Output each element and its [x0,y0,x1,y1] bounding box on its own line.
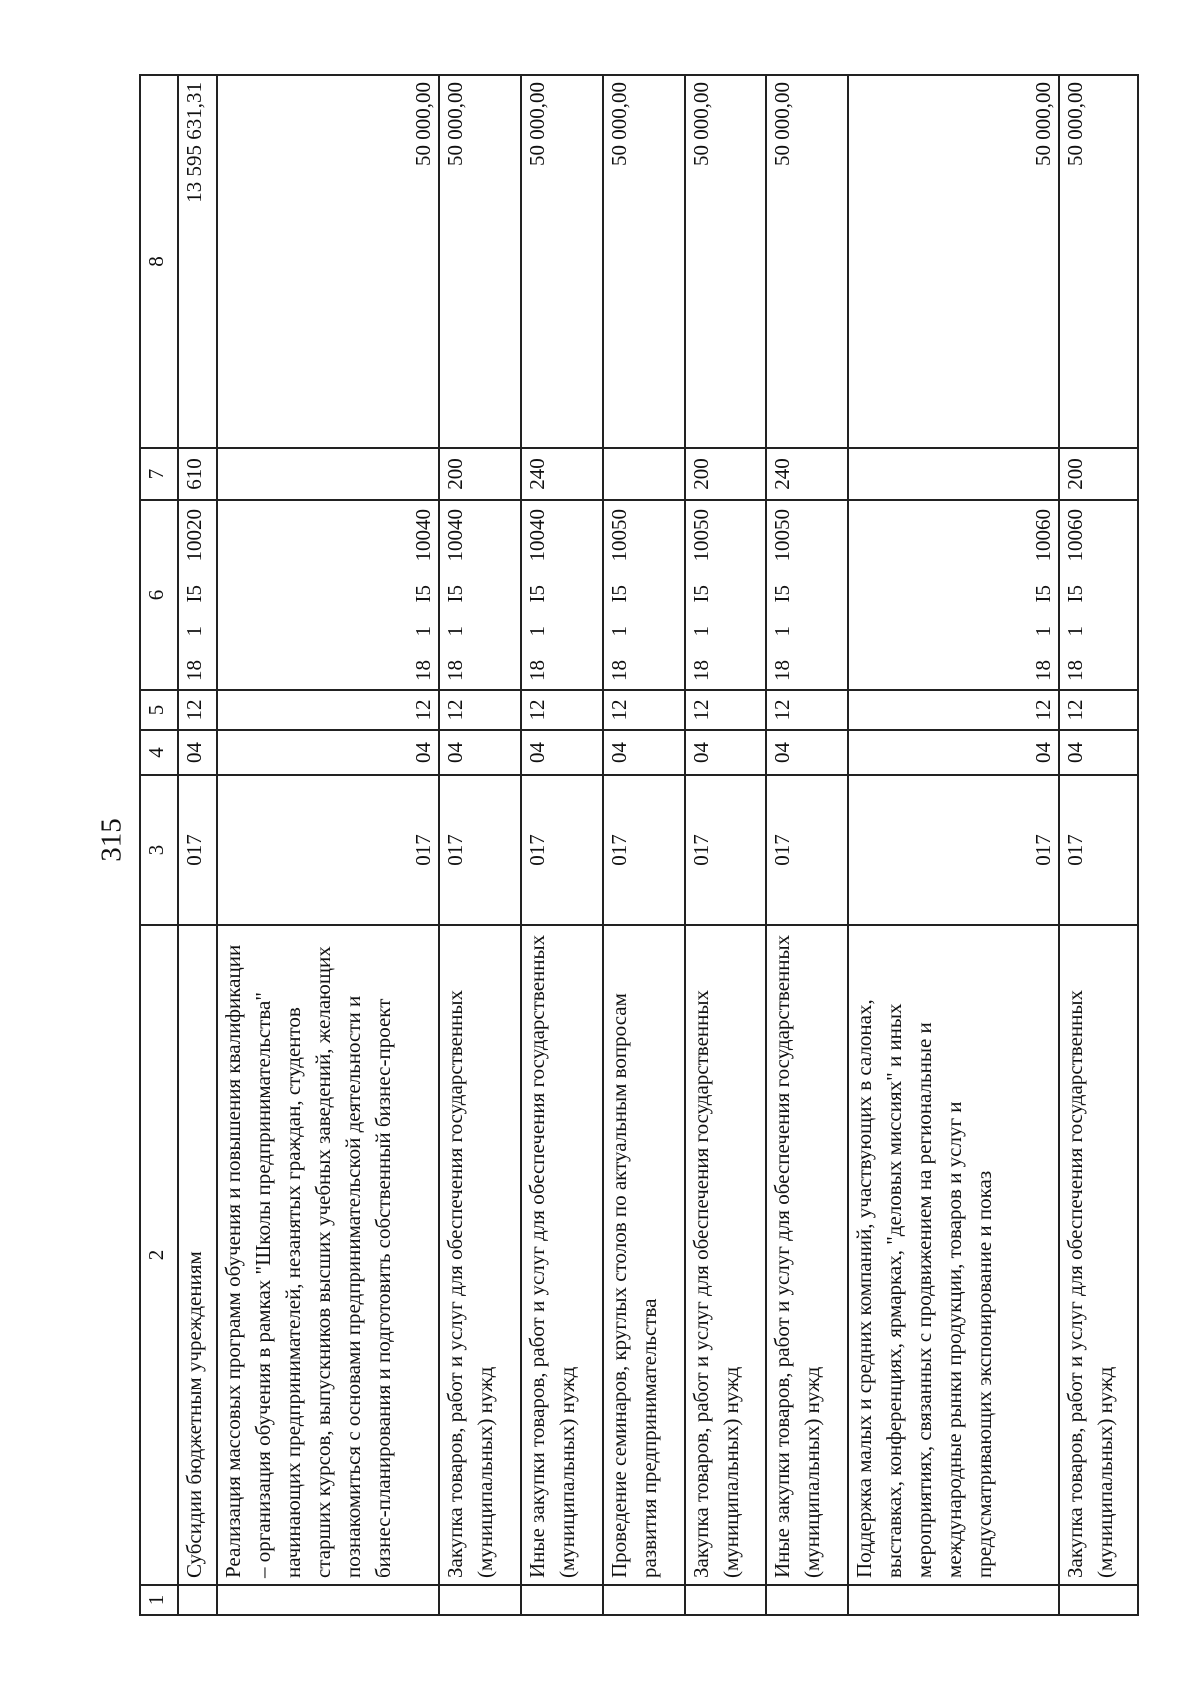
budget-table-rotated [139,76,1139,1616]
header-cell: 5 [140,690,178,730]
target-code-part: I5 [525,585,550,603]
code-cell-3: 017 [766,775,848,925]
code-cell-5: 12 [1059,690,1138,730]
target-code-parts [686,507,716,683]
row-index-cell [1059,1585,1138,1615]
code-cell-4: 04 [685,730,767,775]
target-code-cell [439,500,521,690]
target-code-part: 18 [411,660,436,681]
target-code-parts [408,507,438,683]
row-description: Иные закупки товаров, работ и услуг для обеспечения государственных (муниципальных) нужд [766,925,848,1585]
row-description: Закупка товаров, работ и услуг для обеспечения государственных (муниципальных) нужд [685,925,767,1585]
target-code-part: I5 [606,585,631,603]
target-code-cell [603,500,685,690]
code-cell-3: 017 [178,775,216,925]
target-code-part: 1 [1062,626,1087,637]
expense-type-cell [217,448,439,500]
row-description: Реализация массовых программ обучения и повышения квалификации – организация обучения в рамках "Школы предпринимательства" начинающих предпринимателей, незанятых граждан, студентов старших курсов, выпускников высших учебных заведений, желающих познакомиться с основами предпринимательской деятельности и бизнес-планирования и подготовить собственный бизнес-проект [217,925,439,1585]
amount-cell: 50 000,00 [1059,75,1138,448]
budget-table [139,74,1139,1616]
target-code-part: 10040 [443,509,468,562]
amount-cell: 50 000,00 [603,75,685,448]
code-cell-5: 12 [848,690,1058,730]
expense-type-cell [603,448,685,500]
amount-cell: 50 000,00 [685,75,767,448]
expense-type-cell: 200 [1059,448,1138,500]
row-description: Проведение семинаров, круглых столов по актуальным вопросам развития предпринимательства [603,925,685,1585]
target-code-part: 18 [770,660,795,681]
target-code-part: 10040 [525,509,550,562]
target-code-parts [604,507,634,683]
expense-type-cell: 240 [521,448,603,500]
target-code-part: I5 [1062,585,1087,603]
target-code-part: 1 [443,626,468,637]
amount-cell: 13 595 631,31 [178,75,216,448]
code-cell-4: 04 [1059,730,1138,775]
target-code-part: 1 [606,626,631,637]
target-code-part: 10060 [1030,509,1055,562]
table-row [1059,75,1138,1615]
target-code-part: I5 [1030,585,1055,603]
target-code-part: I5 [182,585,207,603]
header-cell: 7 [140,448,178,500]
amount-cell: 50 000,00 [766,75,848,448]
target-code-part: 18 [606,660,631,681]
target-code-part: 10050 [606,509,631,562]
target-code-part: I5 [411,585,436,603]
target-code-part: 18 [525,660,550,681]
target-code-cell [521,500,603,690]
target-code-part: 18 [182,660,207,681]
target-code-part: I5 [770,585,795,603]
expense-type-cell: 200 [685,448,767,500]
row-index-cell [766,1585,848,1615]
target-code-parts [440,507,470,683]
target-code-cell [217,500,439,690]
table-row [766,75,848,1615]
code-cell-4: 04 [217,730,439,775]
table-row [848,75,1058,1615]
row-description: Закупка товаров, работ и услуг для обеспечения государственных (муниципальных) нужд [439,925,521,1585]
row-index-cell [217,1585,439,1615]
page-number: 315 [95,818,128,862]
target-code-part: 1 [1030,626,1055,637]
header-row [140,75,178,1615]
header-cell: 4 [140,730,178,775]
target-code-part: I5 [688,585,713,603]
table-row [685,75,767,1615]
code-cell-4: 04 [521,730,603,775]
target-code-parts [179,507,209,683]
code-cell-5: 12 [766,690,848,730]
code-cell-5: 12 [217,690,439,730]
target-code-cell [848,500,1058,690]
table-row [217,75,439,1615]
header-cell: 1 [140,1585,178,1615]
header-cell: 3 [140,775,178,925]
target-code-part: 10050 [770,509,795,562]
target-code-part: 1 [770,626,795,637]
code-cell-3: 017 [1059,775,1138,925]
target-code-cell [766,500,848,690]
expense-type-cell [848,448,1058,500]
code-cell-5: 12 [685,690,767,730]
target-code-part: 1 [411,626,436,637]
amount-cell: 50 000,00 [521,75,603,448]
code-cell-3: 017 [217,775,439,925]
row-description: Субсидии бюджетным учреждениям [178,925,216,1585]
table-row [439,75,521,1615]
code-cell-3: 017 [521,775,603,925]
row-index-cell [685,1585,767,1615]
row-index-cell [178,1585,216,1615]
code-cell-5: 12 [521,690,603,730]
code-cell-3: 017 [603,775,685,925]
header-cell: 6 [140,500,178,690]
target-code-part: 1 [182,626,207,637]
row-index-cell [848,1585,1058,1615]
target-code-part: 10040 [411,509,436,562]
target-code-parts [767,507,797,683]
table-row [521,75,603,1615]
row-description: Поддержка малых и средних компаний, участвующих в салонах, выставках, конференциях, ярмарках, "деловых миссиях" и иных мероприятиях, связанных с продвижением на региональные и международные рынки продукции, товаров и услуг и предусматривающих экспонирование и показ [848,925,1058,1585]
target-code-part: 18 [1062,660,1087,681]
target-code-part: I5 [443,585,468,603]
target-code-part: 1 [525,626,550,637]
target-code-part: 10060 [1062,509,1087,562]
code-cell-5: 12 [439,690,521,730]
target-code-cell [178,500,216,690]
code-cell-3: 017 [439,775,521,925]
expense-type-cell: 610 [178,448,216,500]
table-row [178,75,216,1615]
target-code-cell [685,500,767,690]
target-code-parts [1028,507,1058,683]
target-code-parts [1060,507,1090,683]
code-cell-5: 12 [178,690,216,730]
target-code-part: 18 [688,660,713,681]
target-code-part: 18 [1030,660,1055,681]
code-cell-4: 04 [439,730,521,775]
row-description: Иные закупки товаров, работ и услуг для обеспечения государственных (муниципальных) нужд [521,925,603,1585]
expense-type-cell: 240 [766,448,848,500]
row-index-cell [603,1585,685,1615]
row-description: Закупка товаров, работ и услуг для обеспечения государственных (муниципальных) нужд [1059,925,1138,1585]
target-code-part: 10050 [688,509,713,562]
code-cell-4: 04 [766,730,848,775]
target-code-part: 10020 [182,509,207,562]
amount-cell: 50 000,00 [217,75,439,448]
code-cell-4: 04 [603,730,685,775]
target-code-part: 18 [443,660,468,681]
code-cell-4: 04 [178,730,216,775]
target-code-part: 1 [688,626,713,637]
header-cell: 2 [140,925,178,1585]
amount-cell: 50 000,00 [848,75,1058,448]
target-code-cell [1059,500,1138,690]
code-cell-5: 12 [603,690,685,730]
row-index-cell [521,1585,603,1615]
code-cell-3: 017 [848,775,1058,925]
row-index-cell [439,1585,521,1615]
table-row [603,75,685,1615]
expense-type-cell: 200 [439,448,521,500]
code-cell-4: 04 [848,730,1058,775]
amount-cell: 50 000,00 [439,75,521,448]
header-cell: 8 [140,75,178,448]
code-cell-3: 017 [685,775,767,925]
target-code-parts [522,507,552,683]
